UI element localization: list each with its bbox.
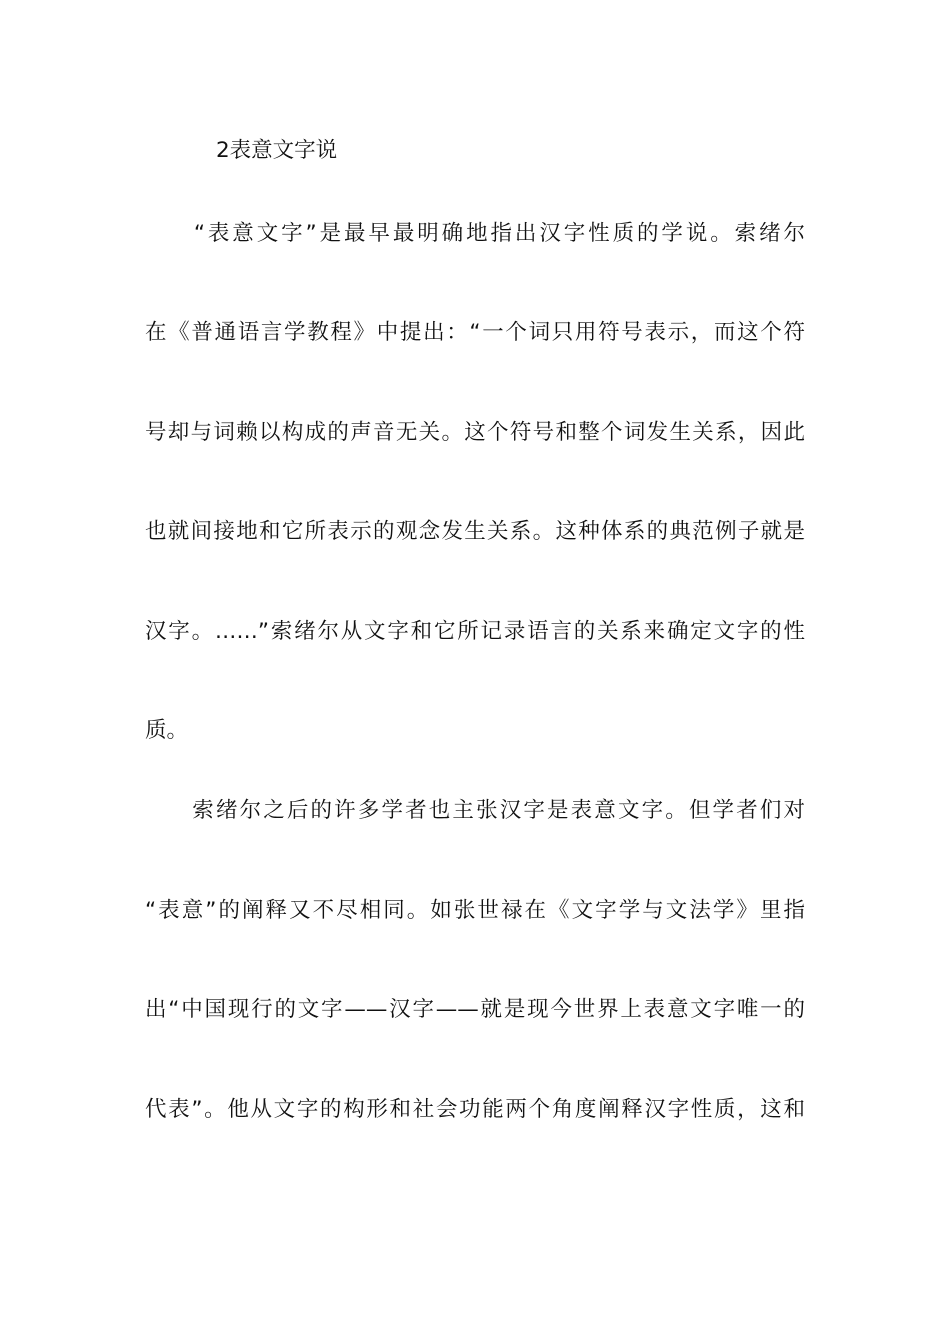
paragraph-1-line-1: “表意文字”是最早最明确地指出汉字性质的学说。索绪尔 (145, 221, 805, 246)
paragraph-1-line-6: 质。 (145, 718, 189, 743)
paragraph-2-line-4: 代表”。他从文字的构形和社会功能两个角度阐释汉字性质，这和 (145, 1097, 805, 1122)
paragraph-2-line-1: 索绪尔之后的许多学者也主张汉字是表意文字。但学者们对 (145, 798, 805, 823)
paragraph-1-line-3: 号却与词赖以构成的声音无关。这个符号和整个词发生关系，因此 (145, 420, 805, 445)
paragraph-1-line-4: 也就间接地和它所表示的观念发生关系。这种体系的典范例子就是 (145, 519, 805, 544)
paragraph-1-line-2: 在《普通语言学教程》中提出：“一个词只用符号表示，而这个符 (145, 320, 805, 345)
paragraph-2-line-2: “表意”的阐释又不尽相同。如张世禄在《文字学与文法学》里指 (145, 898, 805, 923)
paragraph-2-line-3: 出“中国现行的文字——汉字——就是现今世界上表意文字唯一的 (145, 997, 805, 1022)
paragraph-1-line-5: 汉字。……”索绪尔从文字和它所记录语言的关系来确定文字的性 (145, 619, 805, 644)
section-heading: 2表意文字说 (216, 138, 338, 163)
